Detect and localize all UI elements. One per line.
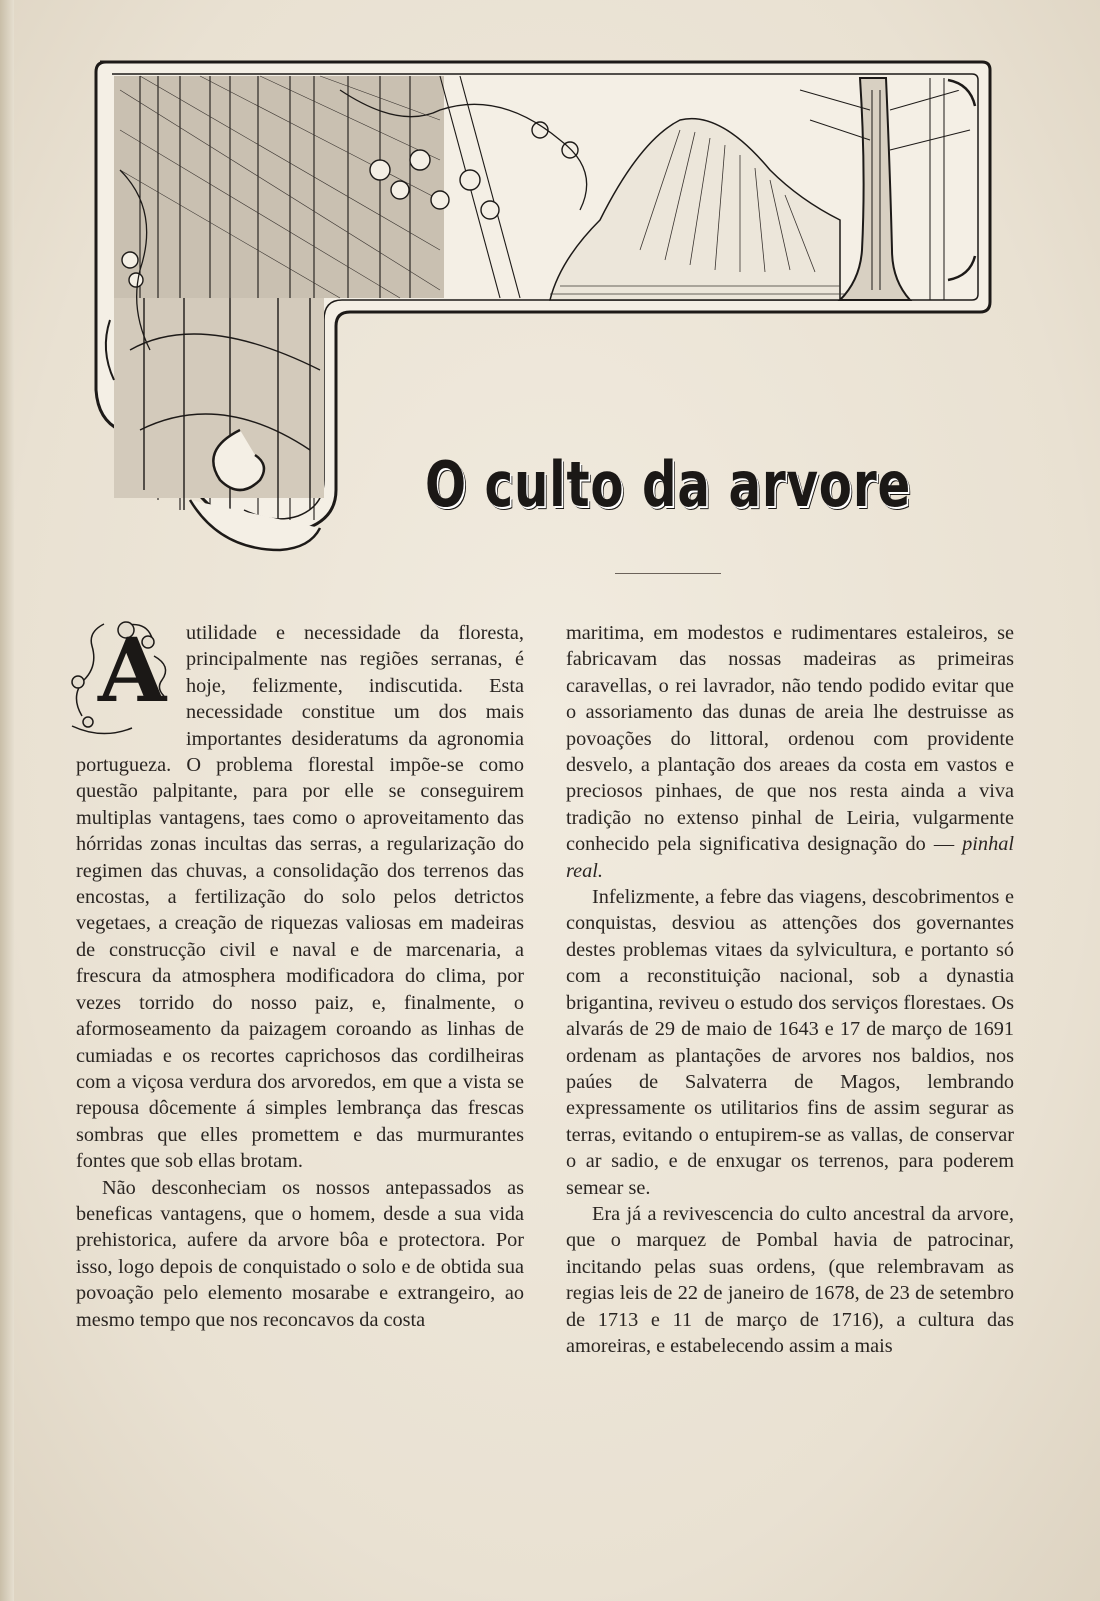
column-left [76,620,524,1333]
paragraph-3: Infelizmente, a febre das viagens, descobrimentos e conquistas, desviou as attenções dos governantes destes problemas vitaes da sylvicultura, e portanto só com a reconstituição nacional, sob a dynastia brigantina, reviveu o estudo dos serviços florestaes. Os alvarás de 29 de maio de 1643 e 17 de março de 1691 ordenam as plantações de arvores nos baldios, nos paúes de Salvaterra de Magos, lembrando expressamente os utilitarios fins de assim segurar as terras, evitando o entupirem-se as vallas, de conservar o ar sadio, e de enxugar os terrenos, para poderem semear se. [566,886,1014,1199]
drop-cap-letter: A [98,618,167,722]
title-divider [615,573,721,574]
paragraph-2: Não desconheciam os nossos antepassados as beneficas vantagens, que o homem, desde a sua vida prehistorica, aufere da arvore bôa e protectora. Por isso, logo depois de conquistado o solo e de obtida sua povoação pelo elemento mosarabe e extrangeiro, ao mesmo tempo que nos reconcavos da costa [76,1176,524,1331]
pinhal-real-term: pinhal real. [566,833,1014,882]
binding-shadow [0,0,14,1601]
column-right [566,620,1014,1359]
paragraph-4: Era já a revivescencia do culto ancestral da arvore, que o marquez de Pombal havia de patrocinar, incitando pelas suas ordens, (que relembravam as regias leis de 22 de janeiro de 1678, de 23 de setembro de 1713 e 11 de março de 1716), a cultura das amoreiras, e estabelecendo assim a mais [566,1202,1014,1357]
article-title: O culto da arvore [425,448,912,521]
paragraph-1: utilidade e necessidade da floresta, principalmente nas regiões serranas, é hoje, felizmente, indiscutida. Esta necessidade constitue um dos mais importantes desideratums da agronomia portugueza. O problema florestal impõe-se como questão palpitante, para por elle se conseguirem multiplas vantagens, taes como o aproveitamento das hórridas zonas incultas das serras, a regularização do regimen das chuvas, a consolidação dos terrenos das encostas, a fertilização do solo pelos detrictos vegetaes, a creação de riquezas valiosas em madeiras de construcção civil e naval e de marcenaria, a frescura da atmosphera modificadora do clima, por vezes torrido do nosso paiz, e, finalmente, o aformoseamento da paizagem coroando as linhas de cumiadas e os recortes caprichosos das cordilheiras com a viçosa verdura dos arvoredos, em que a vista se repousa dôcemente á simples lembrança das frescas sombras que elles promettem e das murmurantes fontes que sob ellas brotam. [76,622,524,1173]
paragraph-1-continued [566,620,1014,884]
paragraph-1-text: maritima, em modestos e rudimentares estaleiros, se fabricavam das nossas madeiras as primeiras caravellas, o rei lavrador, não tendo podido evitar que o assoriamento das dunas de areia lhe destruisse as povoações do littoral, ordenou com providente desvelo, a plantação dos areaes da costa em vastos e preciosos pinhaes, de que nos resta ainda a viva tradição no extenso pinhal de Leiria, vulgarmente conhecido pela significativa designação do — [566,622,1014,856]
drop-cap-ornament [62,616,178,740]
